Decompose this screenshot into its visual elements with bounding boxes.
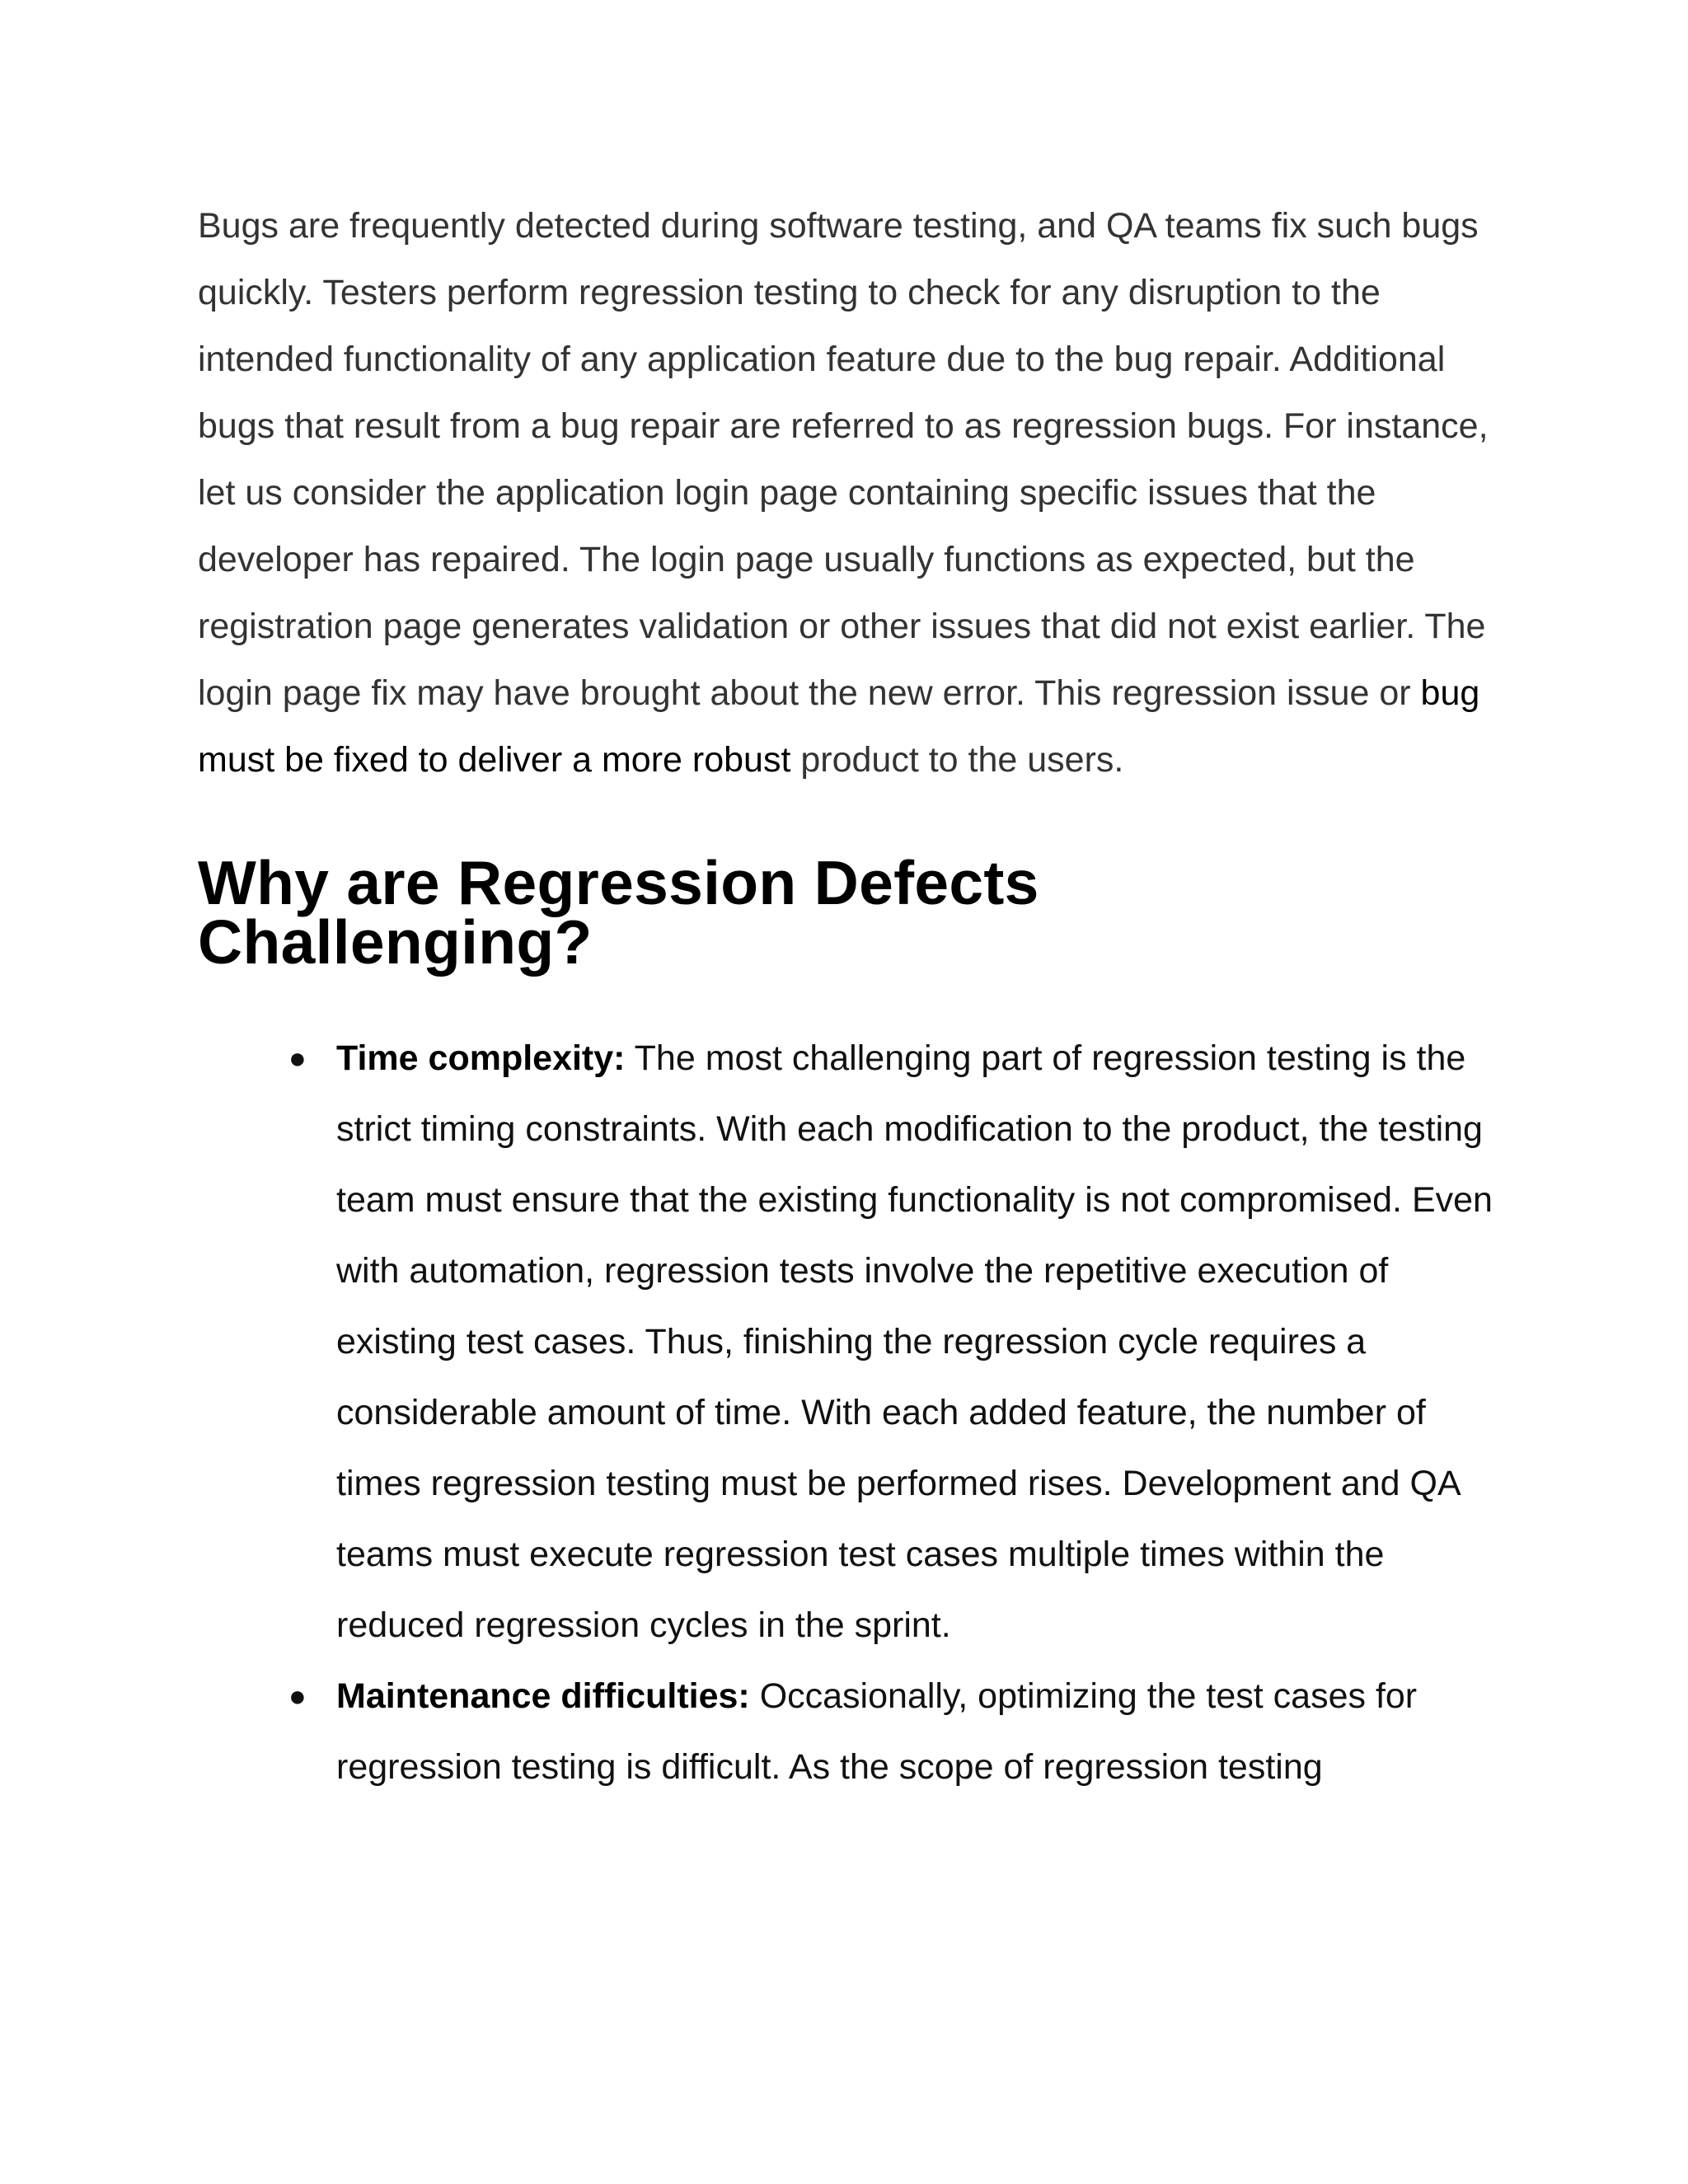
bullet-text: Occasionally, optimizing the test cases for regression testing is difficult. As the scope of regression testing [336,1676,1418,1787]
section-heading-line-1: Why are Regression Defects [198,848,1039,917]
challenges-list [198,1023,1517,1802]
bullet-dot-icon: ● [288,1679,307,1713]
document-page [198,193,1517,1802]
intro-text: Bugs are frequently detected during software testing, and QA teams fix such bugs quickly. Testers perform regression testing to check for any disruption to the intended functionality of any application feature due to the bug repair. Additional bugs that result from a bug repair are referred to as regression bugs. For instance, let us consider the application login page containing specific issues that the developer has repaired. The login page usually functions as expected, but the registration page generates validation or other issues that did not exist earlier. The login page fix may have brought about the new error. This regression issue or [198,206,1489,713]
list-item-time-complexity [288,1023,1517,1661]
intro-text-emphasis: bug must be fixed to deliver a more robust [198,673,1480,780]
intro-text-end: product to the users. [790,740,1124,780]
section-heading [198,848,1517,977]
list-item-maintenance-difficulties [288,1661,1517,1802]
bullet-term: Time complexity: [336,1038,626,1078]
intro-paragraph [198,193,1517,794]
bullet-text: The most challenging part of regression testing is the strict timing constraints. With each modification to the product, the testing team must ensure that the existing functionality is not compromised. Even with automation, regression tests involve the repetitive execution of existing test cases. Thus, finishing the regression cycle requires a considerable amount of time. With each added feature, the number of times regression testing must be performed rises. Development and QA teams must execute regression test cases multiple times within the reduced regression cycles in the sprint. [336,1038,1493,1645]
bullet-dot-icon: ● [288,1041,307,1075]
bullet-term: Maintenance difficulties: [336,1676,750,1716]
section-heading-line-2: Challenging? [198,907,593,977]
